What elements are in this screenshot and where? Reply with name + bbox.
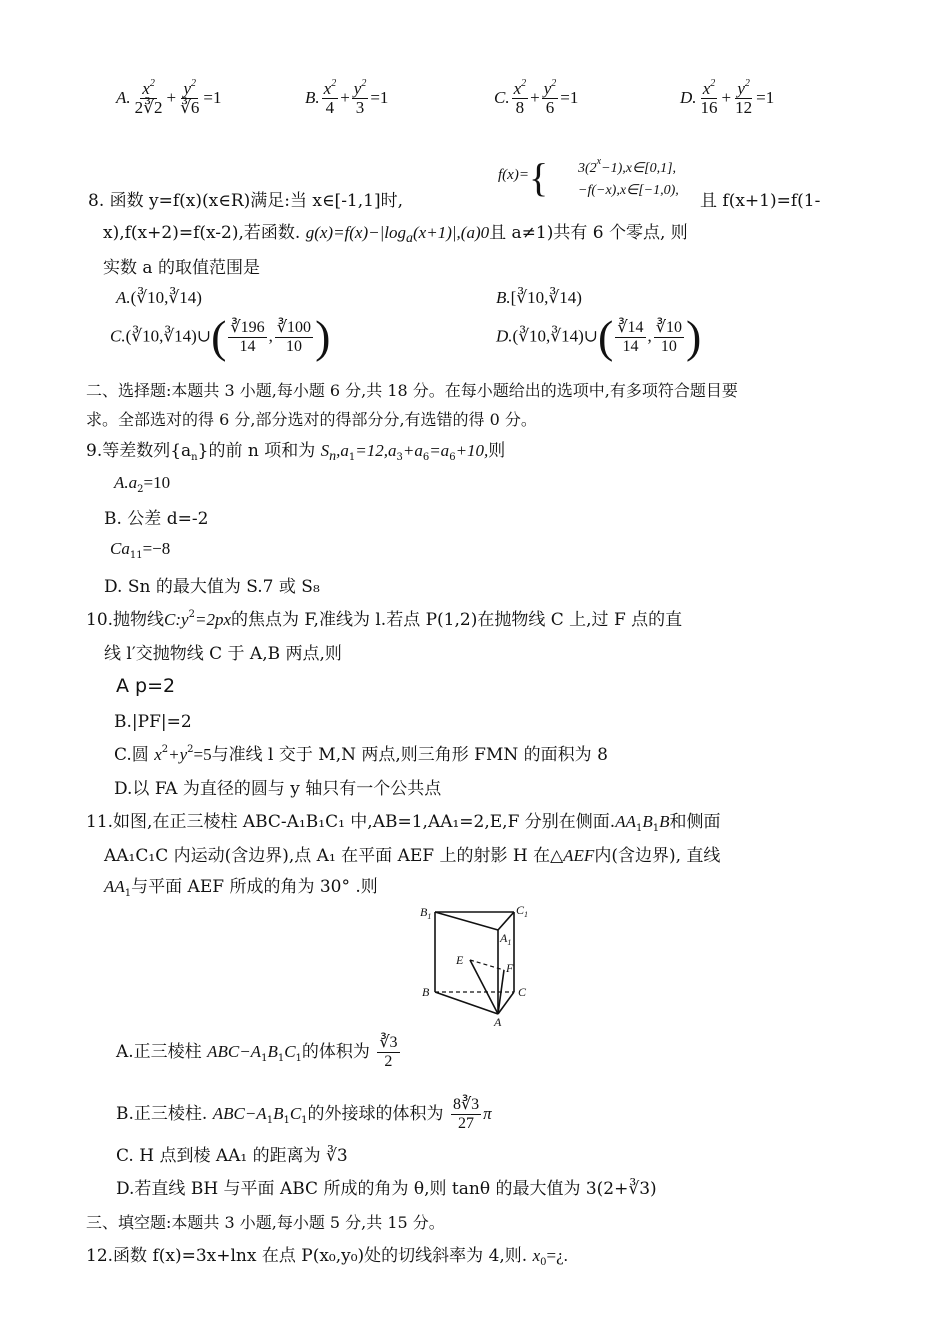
label-c: C xyxy=(518,985,527,999)
q10-stem: 10.抛物线$C:y^2=2px$的焦点为 F,准线为 l.若点 P(1,2)在抛物线 C 上,过 F 点的直 xyxy=(86,609,683,630)
q12-stem: 12.函数 f(x)=3x+lnx 在点 P(x₀,y₀)处的切线斜率为 4,则. $x_0=¿$. xyxy=(86,1246,568,1268)
label-c1: $C_1$ xyxy=(516,903,529,919)
label-f: F xyxy=(506,961,514,975)
q10-option-c: C.圆 $x^2+y^2=5$与准线 l 交于 M,N 两点,则三角形 FMN 的面积为 8 xyxy=(114,744,608,765)
q10-option-d: D.以 FA 为直径的圆与 y 轴只有一个公共点 xyxy=(114,779,442,799)
q11-option-a: A.正三棱柱 $ABC-A_1B_1C_1$的体积为 $\frac{∛3}{2}$ xyxy=(116,1034,398,1070)
q11-stem-line1: 11.如图,在正三棱柱 ABC-A₁B₁C₁ 中,AB=1,AA₁=2,E,F 分别在侧面$.AA_1B_1B$和侧面 xyxy=(86,812,721,834)
label-b1: $B_1$ xyxy=(420,905,432,921)
q9-option-c: $Ca_{11}=-8$ xyxy=(110,539,171,561)
q8-piecewise: f(x)={ $3(2^x-1),x\in[0,1]$, −f(−x),x∈[−1,0), xyxy=(498,155,679,200)
edge-a1-c1 xyxy=(498,912,514,930)
q9-option-b: B. 公差 d=-2 xyxy=(104,509,209,529)
section3-heading: 三、填空题:本题共 3 小题,每小题 5 分,共 15 分。 xyxy=(86,1213,445,1232)
q9-option-d: D. Sn 的最大值为 S.7 或 S₈ xyxy=(104,577,320,597)
q7-option-c: C. $\frac{x^2}{8}$ + $\frac{y^2}{6}$ =1 xyxy=(494,78,579,117)
brace-icon: { xyxy=(528,155,549,200)
q8-option-c: C.(∛10,∛14)∪( $\frac{∛196}{14}$ , $\frac{∛100}{10}$ ) xyxy=(110,311,331,362)
prism-figure xyxy=(418,900,538,1028)
label-a1: $A_1$ xyxy=(500,931,512,947)
q8-stem-line2: x),f(x+2)=f(x-2),若函数. $g(x)=f(x)-|\log_a(x+1)|,(a)0$且 a≠1)共有 6 个零点, 则 xyxy=(103,223,688,246)
q8-option-b: B.[∛10,∛14) xyxy=(496,288,582,307)
label-a: A xyxy=(494,1015,502,1028)
q8-option-a: A.(∛10,∛14) xyxy=(116,288,202,307)
q7-option-a: A. $\frac{x^2}{2∛2}$ + $\frac{y^2}{∛6}$ =1 xyxy=(116,78,222,117)
q10-stem-line2: 线 l′交抛物线 C 于 A,B 两点,则 xyxy=(104,644,342,664)
edge-b1-a1 xyxy=(435,912,498,930)
q11-stem-line2: AA₁C₁C 内运动(含边界),点 A₁ 在平面 AEF 上的射影 H 在△AEF内(含边界), 直线 xyxy=(104,846,721,866)
q8-option-d: D.(∛10,∛14)∪( $\frac{∛14}{14}$ , $\frac{∛10}{10}$ ) xyxy=(496,311,702,362)
q7-option-d: D. $\frac{x^2}{16}$ + $\frac{y^2}{12}$ =1 xyxy=(680,78,775,117)
section2-heading-line2: 求。全部选对的得 6 分,部分选对的得部分分,有选错的得 0 分。 xyxy=(86,410,537,429)
q9-stem: 9.等差数列$\{a_n\}$的前 n 项和为 $S_n,a_1=12,a_3+a_6=a_6+10$,则 xyxy=(86,441,506,464)
q10-option-b: B.|PF|=2 xyxy=(114,712,192,732)
q9-option-a: $A.a_2=10$ xyxy=(114,473,171,495)
q8-stem-line1: 8. 函数 y=f(x)(x∈R)满足:当 x∈[-1,1]时, xyxy=(88,191,404,211)
q8-stem-line3: 实数 a 的取值范围是 xyxy=(103,258,260,278)
q10-option-a: A p=2 xyxy=(116,675,176,697)
q11-option-d: D.若直线 BH 与平面 ABC 所成的角为 θ,则 tanθ 的最大值为 3(2+∛3) xyxy=(116,1179,657,1199)
q11-stem-line3: $AA_1$与平面 AEF 所成的角为 30° .则 xyxy=(104,877,378,899)
q8-stem-line1-tail: 且 f(x+1)=f(1- xyxy=(700,191,821,211)
q7-a-label: A. xyxy=(116,88,131,107)
section2-heading-line1: 二、选择题:本题共 3 小题,每小题 6 分,共 18 分。在每小题给出的选项中,有多项符合题目要 xyxy=(86,381,738,400)
q11-option-b: B.正三棱柱. $ABC-A_1B_1C_1$的外接球的体积为 $\frac{8∛3}{27}$ π xyxy=(116,1096,492,1132)
q7-option-b: B. $\frac{x^2}{4}$ + $\frac{y^2}{3}$ =1 xyxy=(305,78,389,117)
q11-option-c: C. H 点到棱 AA₁ 的距离为 ∛3 xyxy=(116,1146,348,1166)
label-b: B xyxy=(422,985,430,999)
label-e: E xyxy=(456,953,464,967)
